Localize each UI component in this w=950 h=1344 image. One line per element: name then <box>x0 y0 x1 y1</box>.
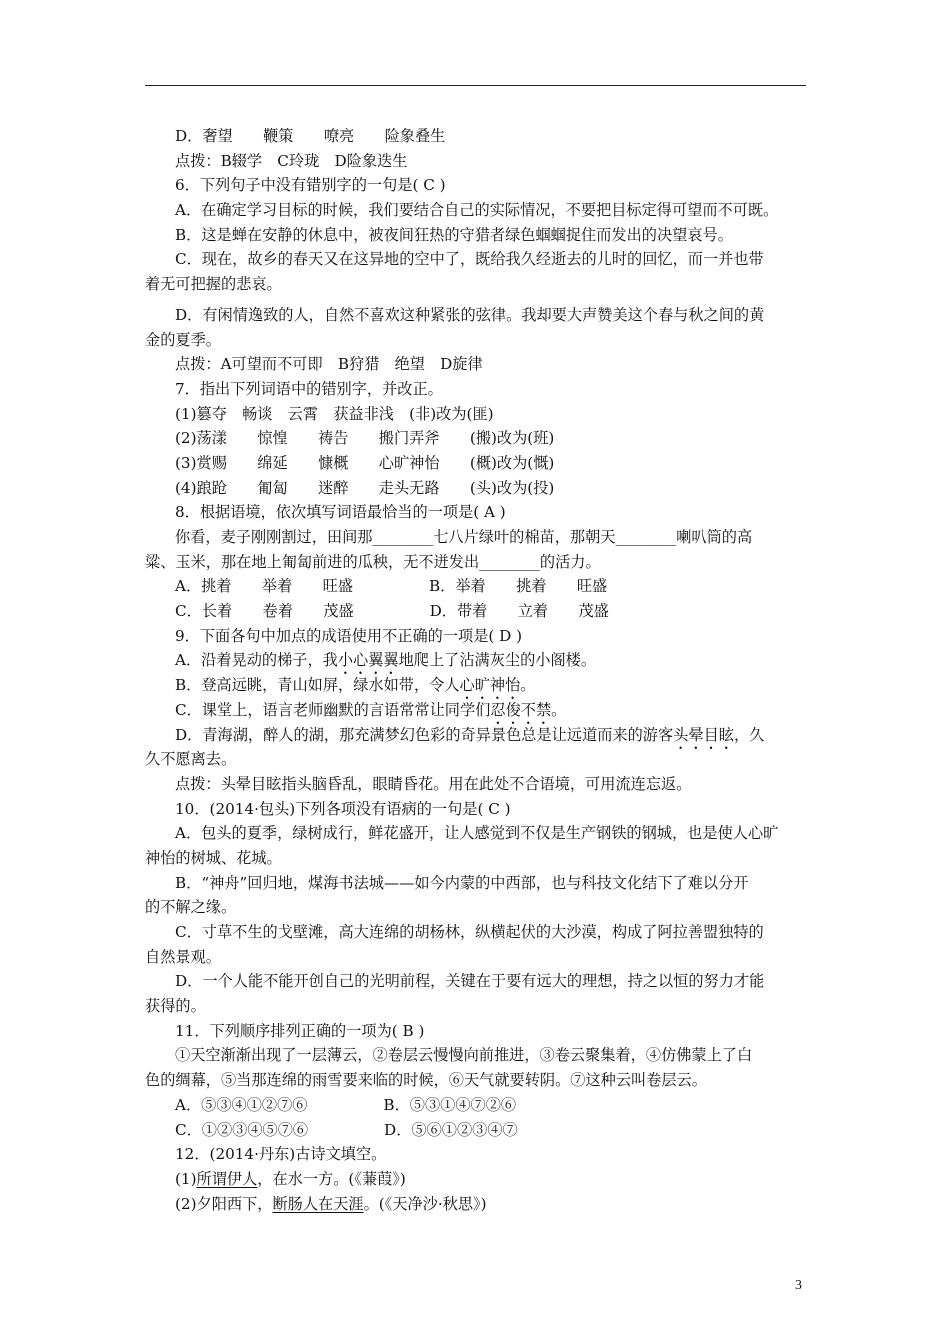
question-11: 11．下列顺序排列正确的一项为( B ) <box>175 1021 425 1040</box>
q10-option-b: B．“神舟”回归地，煤海书法城——如今内蒙的中西部，也与科技文化结下了难以分开 <box>175 873 749 892</box>
q11-options-cd: C．①②③④⑤⑦⑥ D．⑤⑥①②③④⑦ <box>175 1120 518 1139</box>
q6-option-d: D．有闲情逸致的人，自然不喜欢这种紧张的弦律。我却要大声赞美这个春与秋之间的黄 <box>175 305 765 324</box>
q10-option-a: A．包头的夏季，绿树成行，鲜花盛开，让人感觉到不仅是生产钢铁的钢城，也是使人心旷 <box>175 824 779 843</box>
q10-option-c: C．寸草不生的戈壁滩，高大连绵的胡杨林，纵横起伏的大沙漠，构成了阿拉善盟独特的 <box>175 923 764 941</box>
question-12: 12．(2014·丹东)古诗文填空。 <box>175 1145 387 1164</box>
q10-option-d-cont: 获得的。 <box>145 997 206 1016</box>
q6-option-c-cont: 着无可把握的悲哀。 <box>145 275 282 294</box>
q8-passage: 你看，麦子刚刚割过，田间那________七八片绿叶的棉苗，那朝天________喇叭筒的高 <box>175 528 753 546</box>
document-body <box>145 124 810 1216</box>
q9-option-d: D．青海湖，醉人的湖，那充满梦幻色彩的奇异景色总是让远道而来的游客头晕目眩，久 <box>175 725 765 744</box>
q7-item-1: (1)篡夺 畅谈 云霄 获益非浅 (非)改为(匪) <box>175 404 494 423</box>
option-d-q5: D．奢望 鞭策 嘹亮 险象叠生 <box>175 127 446 145</box>
q7-item-3: (3)赏赐 绵延 慷概 心旷神怡 (概)改为(慨) <box>175 453 555 472</box>
hint-q5: 点拨：B辍学 C玲珑 D险象迭生 <box>175 151 408 170</box>
question-8: 8．根据语境，依次填写词语最恰当的一项是( A ) <box>175 503 506 522</box>
dotted-idiom: 心旷神怡 <box>459 676 521 695</box>
question-7: 7．指出下列词语中的错别字，并改正。 <box>175 379 443 398</box>
q9-option-a: A．沿着晃动的梯子，我小心翼翼地爬上了沾满灰尘的小阁楼。 <box>175 651 597 670</box>
question-10: 10．(2014·包头)下列各项没有语病的一句是( C ) <box>175 799 511 818</box>
q8-passage-cont: 粱、玉米，那在地上匍匐前进的瓜秧，无不迸发出________的活力。 <box>145 552 601 571</box>
q9-option-d-cont: 久不愿离去。 <box>145 750 237 769</box>
page-number: 3 <box>795 1278 802 1293</box>
q10-option-d: D．一个人能不能开创自己的光明前程，关键在于要有远大的理想，持之以恒的努力才能 <box>175 972 765 991</box>
question-6: 6．下列句子中没有错别字的一句是( C ) <box>175 176 446 195</box>
hint-q6: 点拨：A可望而不可即 B狩猎 绝望 D旋律 <box>175 355 483 374</box>
q12-item-2: (2)夕阳西下，断肠人在天涯。(《天净沙·秋思》) <box>175 1194 487 1213</box>
q8-options-cd: C．长着 卷着 茂盛 D．带着 立着 茂盛 <box>175 602 609 621</box>
q10-option-b-cont: 的不解之缘。 <box>145 898 237 917</box>
q7-item-2: (2)荡漾 惊惶 祷告 搬门弄斧 (搬)改为(班) <box>175 429 555 448</box>
dotted-idiom: 小心翼翼 <box>337 651 399 670</box>
q12-item-1: (1)所谓伊人，在水一方。(《蒹葭》) <box>175 1169 406 1188</box>
q6-option-a: A．在确定学习目标的时候，我们要结合自己的实际情况，不要把目标定得可望而不可既。 <box>175 201 779 220</box>
q10-option-a-cont: 神怡的树城、花城。 <box>145 848 282 867</box>
q9-option-b: B．登高远眺，青山如屏，绿水如带，令人心旷神怡。 <box>175 676 536 695</box>
question-9: 9．下面各句中加点的成语使用不正确的一项是( D ) <box>175 626 523 645</box>
q11-sentences: ①天空渐渐出现了一层薄云，②卷层云慢慢向前推进，③卷云聚集着，④仿佛蒙上了白 <box>175 1046 753 1065</box>
q11-sentences-cont: 色的绸幕，⑤当那连绵的雨雪要来临的时候，⑥天气就要转阴。⑦这种云叫卷层云。 <box>145 1071 707 1090</box>
underlined-answer: 断肠人在天涯 <box>272 1194 364 1213</box>
q9-option-c: C．课堂上，语言老师幽默的言语常常让同学们忍俊不禁。 <box>175 700 567 719</box>
q8-options-ab: A．挑着 举着 旺盛 B．举着 挑着 旺盛 <box>175 577 608 596</box>
q10-option-c-cont: 自然景观。 <box>145 947 221 966</box>
underlined-answer: 所谓伊人 <box>196 1169 258 1188</box>
q7-item-4: (4)踉跄 匍匐 迷醉 走头无路 (头)改为(投) <box>175 478 555 497</box>
header-rule <box>145 85 806 86</box>
hint-q9: 点拨：头晕目眩指头脑昏乱，眼睛昏花。用在此处不合语境，可用流连忘返。 <box>175 774 692 793</box>
q6-option-d-cont: 金的夏季。 <box>145 330 221 349</box>
dotted-idiom: 头晕目眩 <box>673 725 734 744</box>
q6-option-c: C．现在，故乡的春天又在这异地的空中了，既给我久经逝去的儿时的回忆，而一并也带 <box>175 250 764 269</box>
dotted-idiom: 忍俊不禁 <box>490 700 552 719</box>
q11-options-ab: A．⑤③④①②⑦⑥ B．⑤③①④⑦②⑥ <box>175 1095 517 1114</box>
q6-option-b: B．这是蝉在安静的休息中，被夜间狂热的守猎者绿色蝈蝈捉住而发出的决望哀号。 <box>175 225 733 244</box>
